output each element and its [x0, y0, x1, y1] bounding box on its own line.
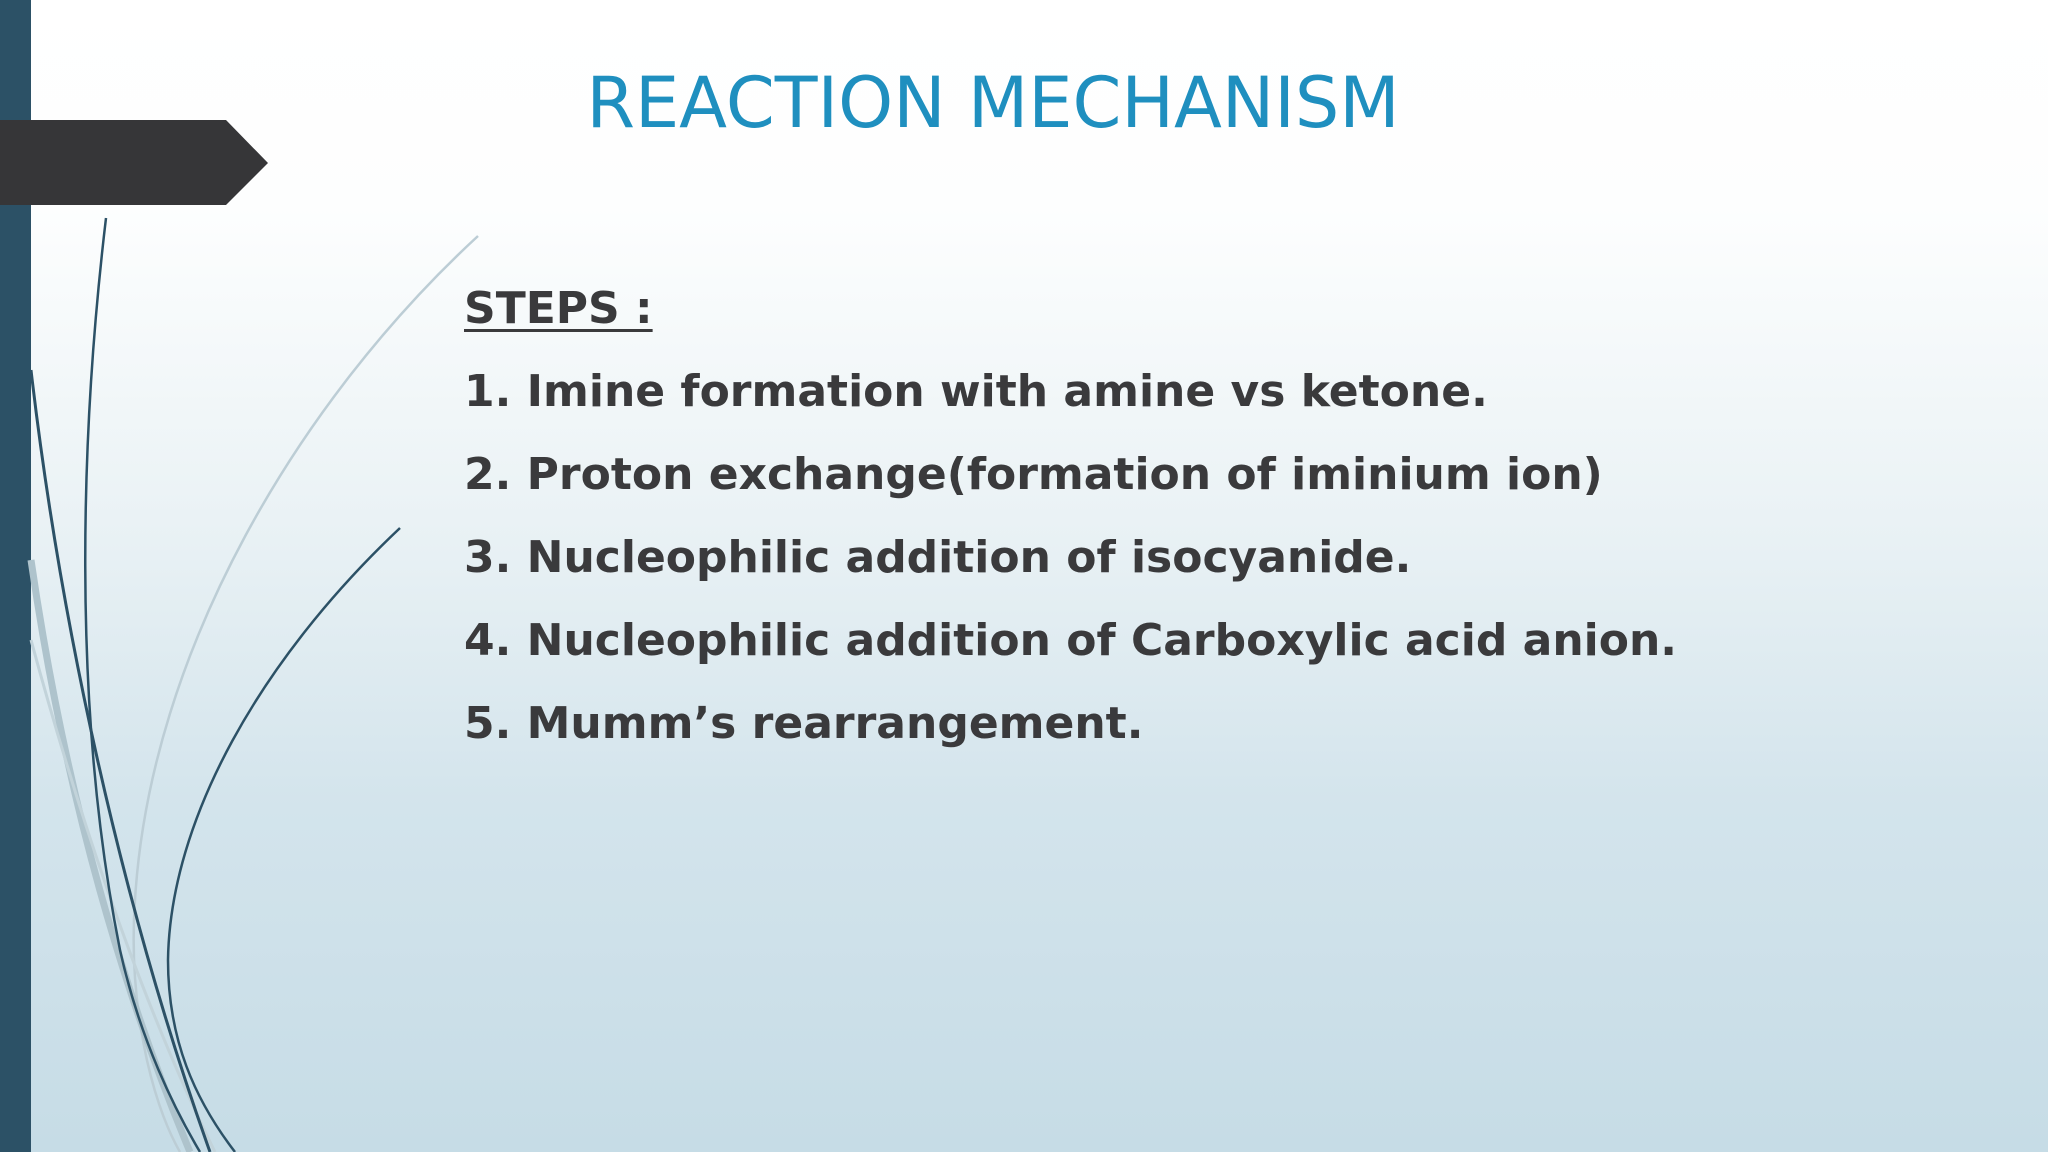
steps-list: [464, 361, 2004, 755]
slide-title: REACTION MECHANISM: [586, 62, 1400, 144]
step-item-4: 4. Nucleophilic addition of Carboxylic acid anion.: [464, 615, 1678, 666]
curve-dark-1: [85, 218, 200, 1152]
step-item-1: 1. Imine formation with amine vs ketone.: [464, 366, 1488, 417]
slide-content: [464, 278, 2004, 776]
step-item-3: 3. Nucleophilic addition of isocyanide.: [464, 532, 1412, 583]
step-item-2: 2. Proton exchange(formation of iminium ion): [464, 449, 1603, 500]
curve-light-1: [134, 236, 478, 1152]
curve-light-2: [31, 560, 190, 1152]
steps-heading: STEPS :: [464, 283, 653, 334]
curve-dark-3: [31, 370, 210, 1152]
step-item-5: 5. Mumm’s rearrangement.: [464, 698, 1144, 749]
